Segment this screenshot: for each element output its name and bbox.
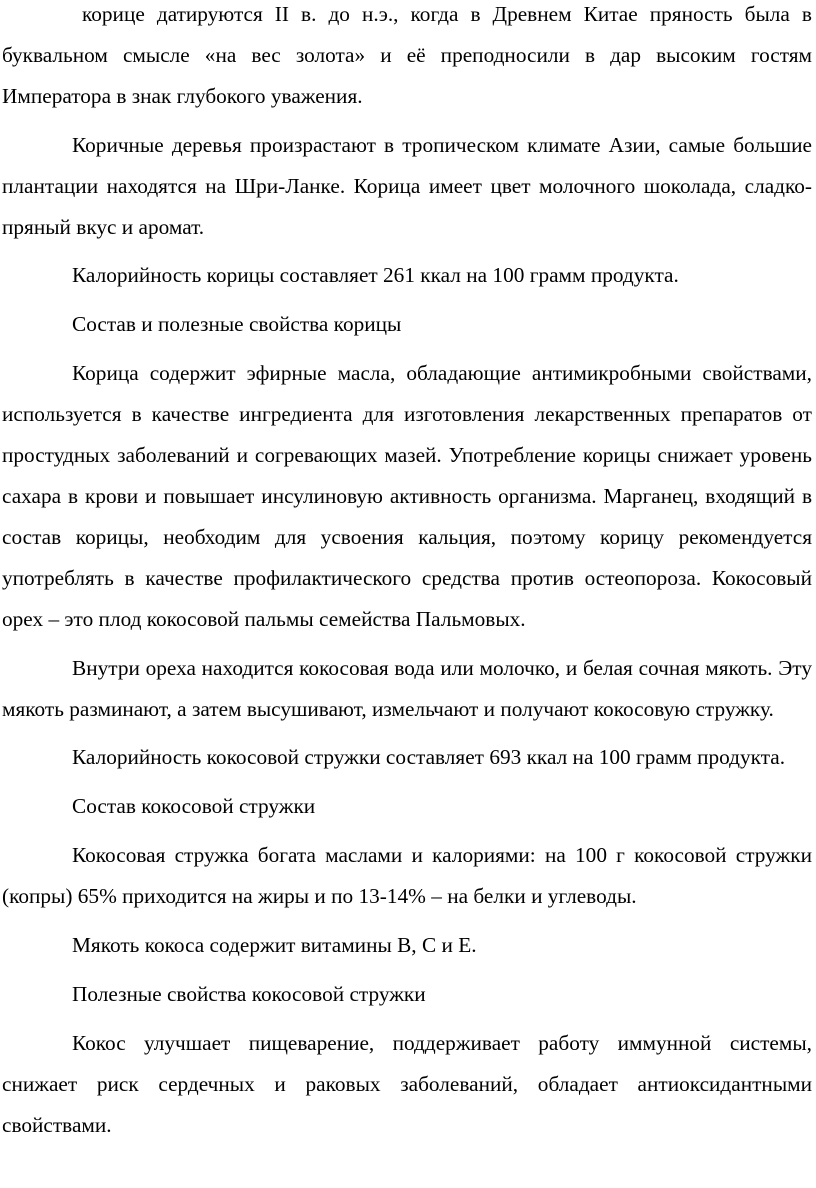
heading-coconut-benefits: Полезные свойства кокосовой стружки — [72, 981, 426, 1006]
paragraph-cinnamon-history: корице датируются II в. до н.э., когда в Древнем Китае пряность была в буквальном смысле «на вес золота» и её преподносили в дар высоким гостям Императора в знак глубокого уважения. — [2, 2, 812, 108]
document-body — [2, 0, 812, 1146]
paragraph-coconut-benefits: Кокос улучшает пищеварение, поддерживает работу иммунной системы, снижает риск сердечных и раковых заболеваний, обладает антиоксидантными свойствами. — [2, 1030, 812, 1137]
paragraph-coconut-composition: Кокосовая стружка богата маслами и калориями: на 100 г кокосовой стружки (копры) 65% приходится на жиры и по 13-14% – на белки и углеводы. — [2, 843, 812, 909]
paragraph-cinnamon-properties: Корица содержит эфирные масла, обладающие антимикробными свойствами, используется в качестве ингредиента для изготовления лекарственных препаратов от простудных заболеваний и согревающих мазей. Употребление корицы снижает уровень сахара в крови и повышает инсулиновую активность организма. Марганец, входящий в состав корицы, необходим для усвоения кальция, поэтому корицу рекомендуется употреблять в качестве профилактического средства против остеопороза. Кокосовый орех – это плод кокосовой пальмы семейства Пальмовых. — [2, 361, 812, 631]
paragraph-cinnamon-trees: Коричные деревья произрастают в тропическом климате Азии, самые большие плантации находятся на Шри-Ланке. Корица имеет цвет молочного шоколада, сладко-пряный вкус и аромат. — [2, 132, 812, 239]
paragraph-cinnamon-calories: Калорийность корицы составляет 261 ккал на 100 грамм продукта. — [72, 263, 679, 288]
heading-coconut-composition: Состав кокосовой стружки — [72, 794, 316, 819]
paragraph-coconut-inside: Внутри ореха находится кокосовая вода или молочко, и белая сочная мякоть. Эту мякоть разминают, а затем высушивают, измельчают и получают кокосовую стружку. — [2, 655, 812, 721]
heading-cinnamon-properties: Состав и полезные свойства корицы — [72, 312, 402, 337]
paragraph-coconut-vitamins: Мякоть кокоса содержит витамины B, C и E. — [72, 933, 477, 958]
paragraph-coconut-calories: Калорийность кокосовой стружки составляет 693 ккал на 100 грамм продукта. — [72, 745, 786, 770]
